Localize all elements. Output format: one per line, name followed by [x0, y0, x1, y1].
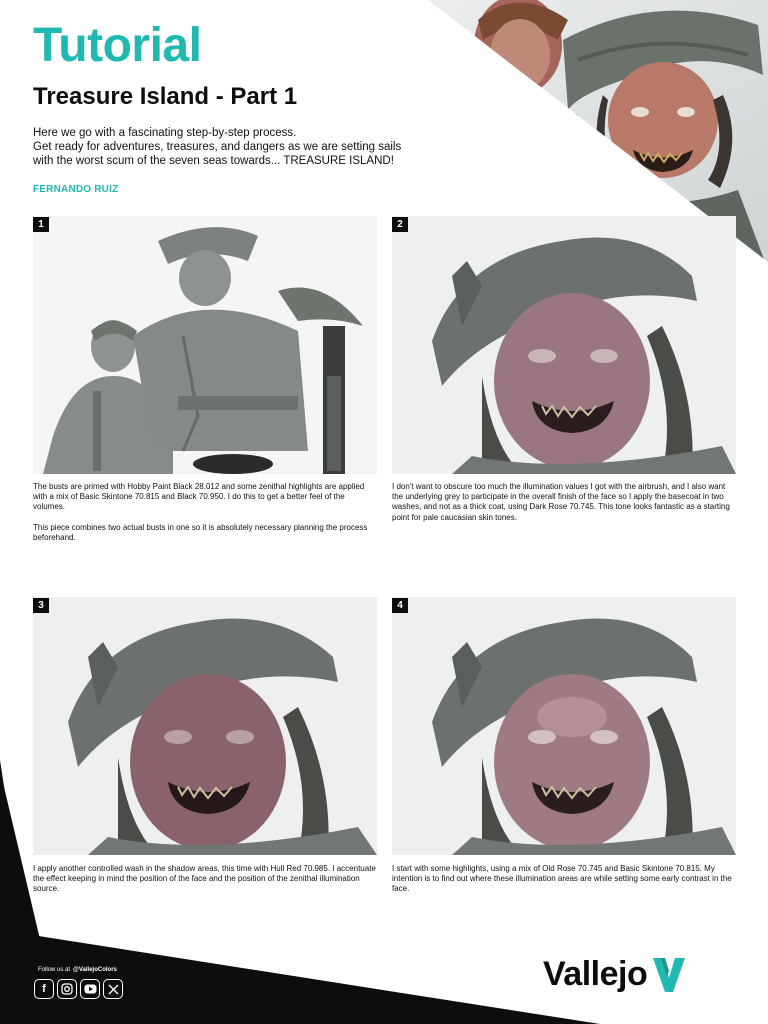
author-name: FERNANDO RUIZ — [33, 184, 119, 195]
follow-label: Follow us at — [38, 967, 71, 973]
step-4-photo — [392, 597, 736, 855]
social-links — [34, 979, 123, 999]
step-4-text — [392, 864, 737, 905]
step-3-photo — [33, 597, 377, 855]
follow-us — [38, 967, 117, 973]
vallejo-v-icon — [653, 958, 685, 992]
step-paragraph: The busts are primed with Hobby Paint Black 28.012 and some zenithal highlights are applied with a mix of Basic Skintone 70.815 and Black 70.950. I do this to get a better feel of the volumes. — [33, 482, 365, 512]
step-2-photo — [392, 216, 736, 474]
step-1-photo — [33, 216, 377, 474]
step-paragraph: This piece combines two actual busts in one so it is absolutely necessary planning the process beforehand. — [33, 522, 368, 542]
step-3-text — [33, 864, 378, 905]
intro-line: Get ready for adventures, treasures, and dangers as we are setting sails — [33, 141, 402, 153]
intro-text — [33, 126, 453, 168]
step-paragraph: I apply another controlled wash in the shadow areas, this time with Hull Red 70.985. I accentuate the effect keeping in mind the position of the face and the position of the zenithal illumination source. — [33, 864, 376, 894]
vallejo-logo[interactable] — [543, 955, 685, 994]
page-subtitle: Treasure Island - Part 1 — [33, 83, 298, 110]
step-1-text — [33, 482, 378, 553]
page-title: Tutorial — [33, 19, 202, 72]
social-handle[interactable]: @VallejoColors — [73, 967, 117, 973]
instagram-icon[interactable] — [57, 979, 77, 999]
step-number-badge: 2 — [392, 217, 408, 232]
step-2-text — [392, 482, 737, 533]
x-icon[interactable] — [103, 979, 123, 999]
step-number-badge: 3 — [33, 598, 49, 613]
facebook-icon[interactable]: f — [34, 979, 54, 999]
step-number-badge: 4 — [392, 598, 408, 613]
intro-line: Here we go with a fascinating step-by-step process. — [33, 127, 297, 139]
youtube-icon[interactable] — [80, 979, 100, 999]
brand-name: Vallejo — [543, 955, 648, 993]
step-paragraph: I start with some highlights, using a mix of Old Rose 70.745 and Basic Skintone 70.815. My intention is to find out where these illumination areas are while setting some early contrast in the face. — [392, 864, 732, 894]
step-paragraph: I don't want to obscure too much the illumination values I got with the airbrush, and I also want the underlying grey to participate in the overall finish of the face so I apply the basecoat in two washes, and not as a thick coat, using Dark Rose 70.745. This tone looks fantastic as a starting point for pale caucasian skin tones. — [392, 482, 730, 522]
step-number-badge: 1 — [33, 217, 49, 232]
intro-line: with the worst scum of the seven seas towards... TREASURE ISLAND! — [33, 155, 394, 167]
